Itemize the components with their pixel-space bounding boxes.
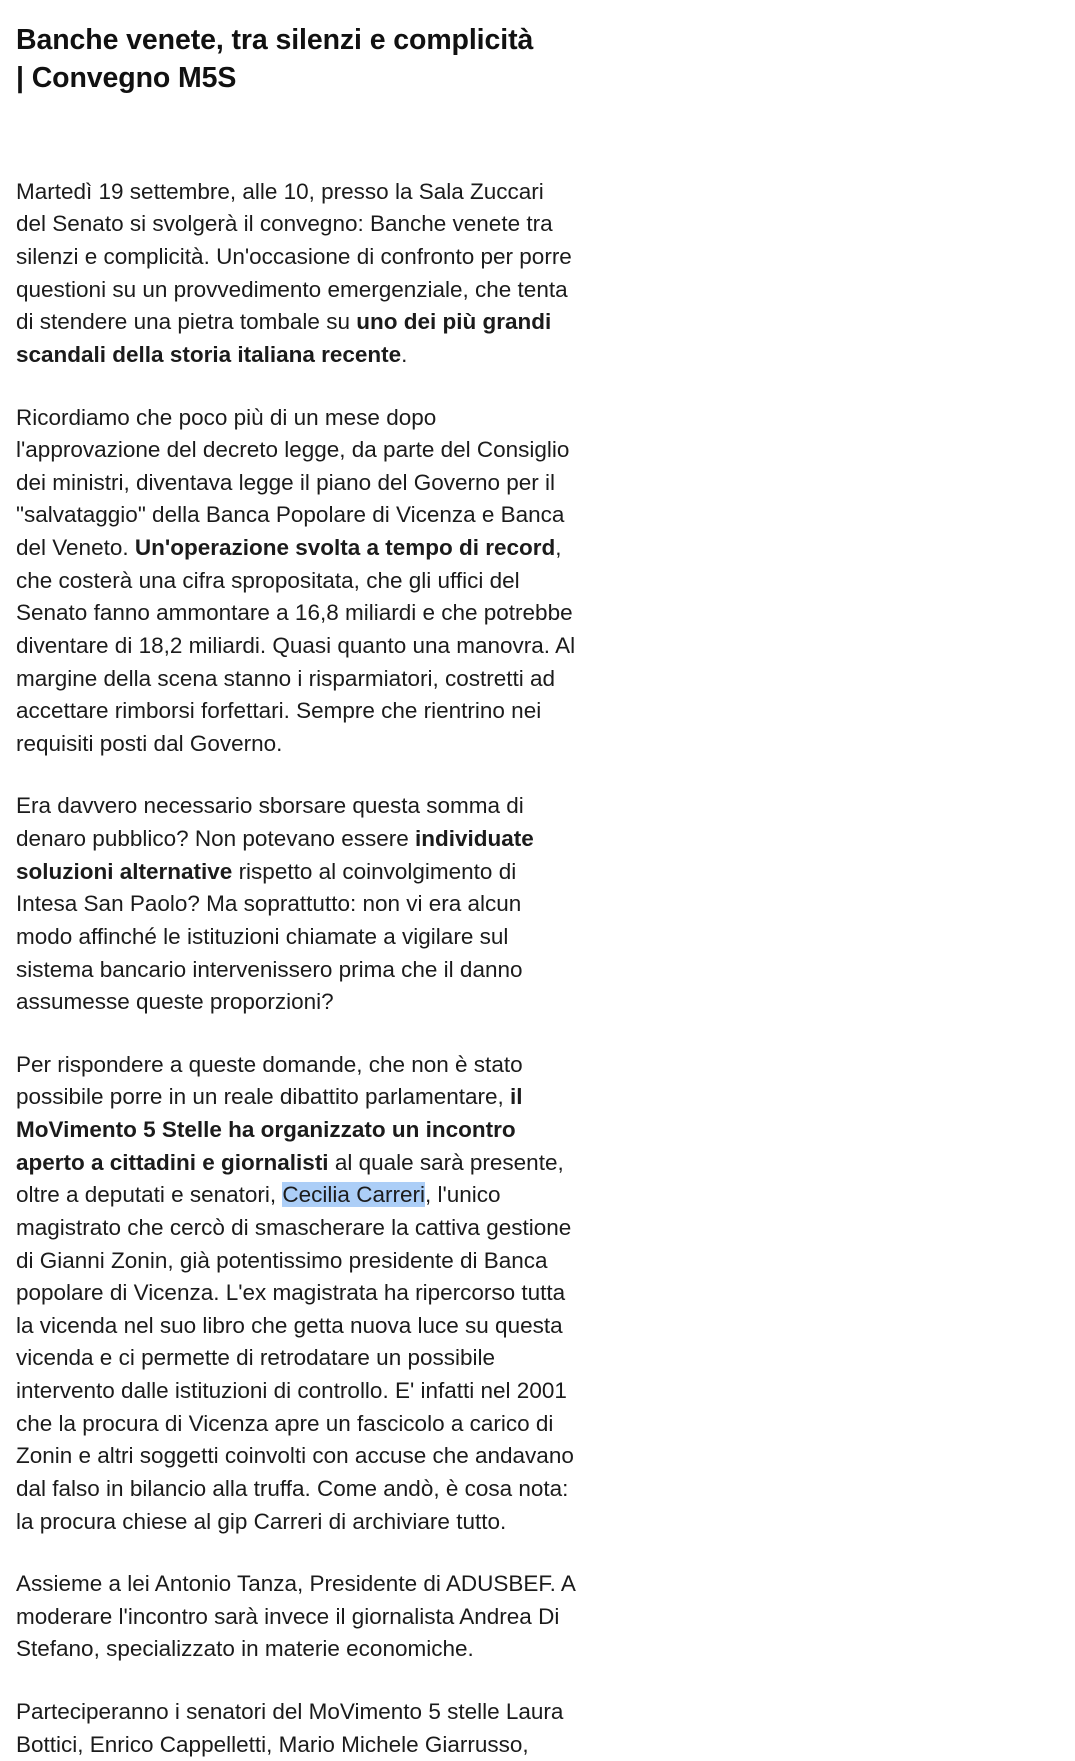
paragraph	[16, 176, 576, 372]
paragraph	[16, 790, 576, 1018]
text-run: Per rispondere a queste domande, che non è stato possibile porre in un reale dibattito parlamentare,	[16, 1051, 523, 1110]
paragraph	[16, 1568, 576, 1666]
text-run: rispetto al coinvolgimento di Intesa San Paolo? Ma soprattutto: non vi era alcun modo affinché le istituzioni chiamate a vigilare sul sistema bancario intervenissero prima che il danno assumesse queste proporzioni?	[16, 858, 523, 1015]
text-run: .	[401, 341, 408, 367]
title-spacer	[16, 98, 576, 176]
text-run: al quale sarà presente, oltre a deputati e senatori,	[16, 1149, 564, 1208]
bold-text: individuate soluzioni alternative	[16, 826, 534, 884]
paragraph	[16, 1696, 576, 1761]
text-run: Parteciperanno i senatori del MoVimento 5 stelle Laura Bottici, Enrico Cappelletti, Mario Michele Giarrusso,	[16, 1699, 564, 1757]
text-run: , l'unico magistrato che cercò di smascherare la cattiva gestione di Gianni Zonin, già potentissimo presidente di Banca popolare di Vicenza. L'ex magistrata ha ripercorso tutta la vicenda nel suo libro che getta nuova luce su questa vicenda e ci permette di retrodatare un possibile intervento dalle istituzioni di controllo. E' infatti nel 2001 che la procura di Vicenza apre un fascicolo a carico di Zonin e altri soggetti coinvolti con accuse che andavano dal falso in bilancio alla truffa. Come andò, è cosa nota: la procura chiese al gip Carreri di archiviare tutto.	[16, 1182, 574, 1534]
text-run: Era davvero necessario sborsare questa somma di denaro pubblico? Non potevano essere	[16, 793, 524, 852]
highlighted-text: Cecilia Carreri	[282, 1182, 425, 1208]
bold-text: uno dei più grandi scandali della storia italiana recente	[16, 309, 552, 367]
page-title: Banche venete, tra silenzi e complicità | Convegno M5S	[16, 24, 534, 94]
paragraph	[16, 1049, 576, 1538]
text-run: Martedì 19 settembre, alle 10, presso la Sala Zuccari del Senato si svolgerà il convegno: Banche venete tra silenzi e complicità. Un'occasione di confronto per porre questioni su un provvedimento emergenziale, che tenta di stendere una pietra tombale su	[16, 178, 572, 335]
text-run: Ricordiamo che poco più di un mese dopo l'approvazione del decreto legge, da parte del Consiglio dei ministri, diventava legge il piano del Governo per il "salvataggio" della Banca Popolare di Vicenza e Banca del Veneto.	[16, 404, 570, 561]
article-body	[16, 22, 576, 1761]
paragraph	[16, 402, 576, 761]
paragraph-list	[16, 176, 576, 1761]
text-run: , che costerà una cifra spropositata, che gli uffici del Senato fanno ammontare a 16,8 miliardi e che potrebbe diventare di 18,2 miliardi. Quasi quanto una manovra. Al margine della scena stanno i risparmiatori, costretti ad accettare rimborsi forfettari. Sempre che rientrino nei requisiti posti dal Governo.	[16, 535, 576, 756]
bold-text: Un'operazione svolta a tempo di record	[134, 535, 556, 561]
bold-text: il MoVimento 5 Stelle ha organizzato un incontro aperto a cittadini e giornalisti	[16, 1084, 523, 1175]
text-run: Assieme a lei Antonio Tanza, Presidente di ADUSBEF. A moderare l'incontro sarà invece il giornalista Andrea Di Stefano, specializzato in materie economiche.	[16, 1571, 575, 1662]
